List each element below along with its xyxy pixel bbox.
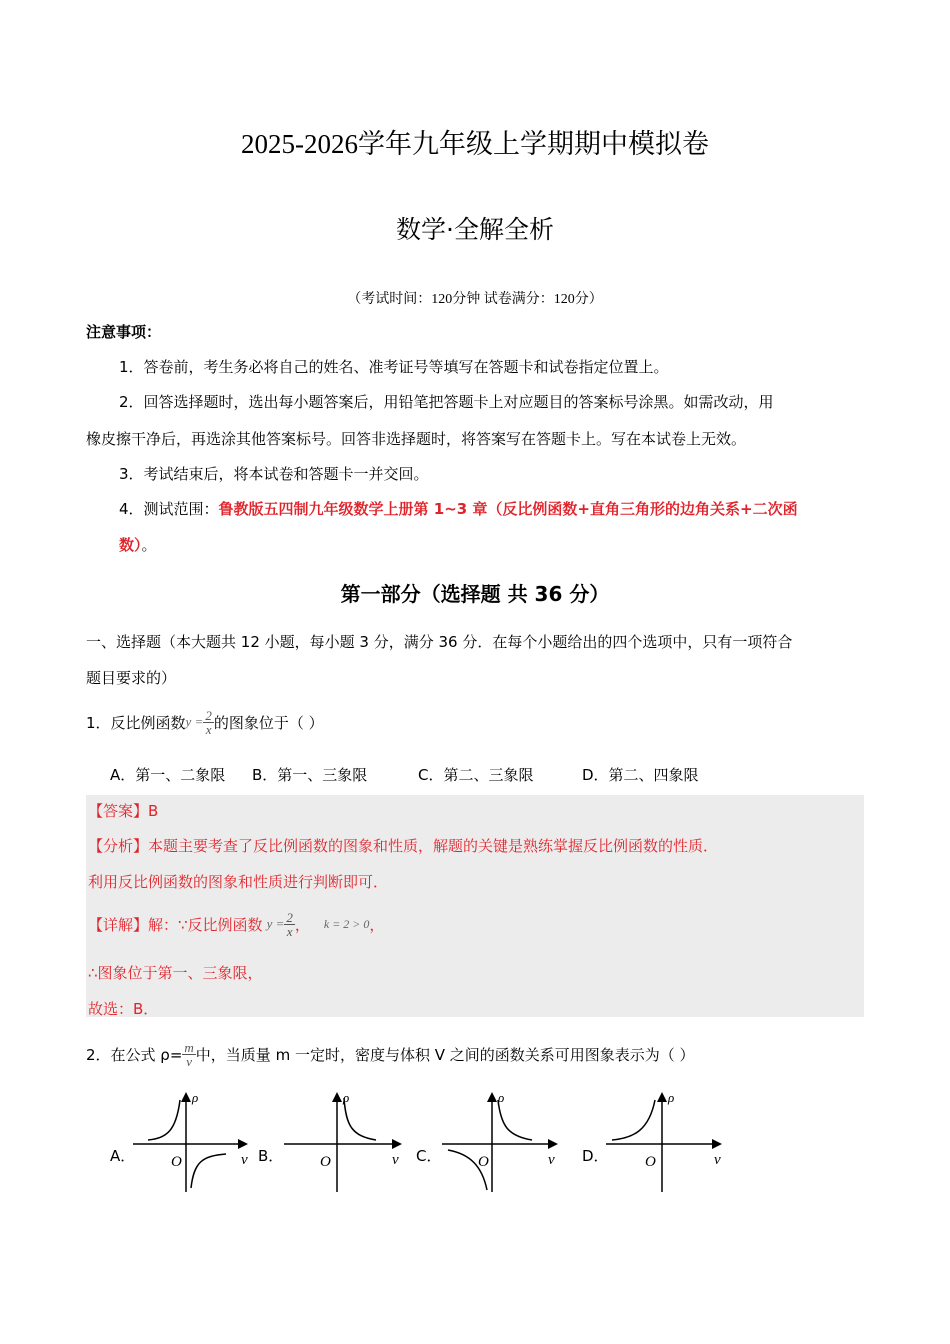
q2-label-c: C．	[416, 1147, 442, 1165]
q1-option-a: A．第一、二象限	[110, 766, 226, 784]
detail-tag: 【详解】	[88, 915, 149, 934]
x-arrow-icon	[392, 1139, 402, 1149]
exam-meta: （考试时间：120分钟 试卷满分：120分）	[347, 292, 603, 307]
q2-suffix: 中，当质量 m 一定时，密度与体积 V 之间的函数关系可用图象表示为（ ）	[195, 1045, 695, 1064]
axis-x-label: v	[241, 1152, 248, 1168]
y-arrow-icon	[181, 1092, 191, 1102]
y-arrow-icon	[332, 1092, 342, 1102]
y-arrow-icon	[487, 1092, 497, 1102]
answer-value: B	[148, 802, 159, 820]
x-arrow-icon	[238, 1139, 248, 1149]
q1-detail	[88, 903, 384, 945]
curve-branch	[498, 1100, 532, 1140]
q2-label-b: B．	[258, 1147, 284, 1165]
note-2-line2: 橡皮擦干净后，再选涂其他答案标号。回答非选择题时，将答案写在答题卡上。写在本试卷上无效。	[86, 430, 747, 448]
page-title: 2025-2026学年九年级上学期期中模拟卷	[241, 129, 709, 159]
axis-y-label: ρ	[668, 1090, 675, 1105]
note-4-suffix: 。	[141, 536, 157, 554]
q1-answer	[88, 800, 158, 821]
curve-branch	[612, 1100, 655, 1140]
axis-y-label: ρ	[498, 1090, 505, 1105]
q1-analysis-line2: 利用反比例函数的图象和性质进行判断即可．	[88, 873, 389, 891]
origin-label: O	[171, 1154, 182, 1170]
origin-label: O	[645, 1154, 656, 1170]
q1-conclusion: ∴图象位于第一、三象限，	[88, 964, 263, 982]
q1-suffix: 的图象位于（ ）	[213, 713, 324, 732]
q1-formula-lhs: y =	[185, 714, 204, 729]
curve-branch	[148, 1100, 180, 1140]
q2-graph-d	[604, 1082, 729, 1194]
detail-k: k = 2 > 0	[323, 916, 370, 931]
answer-tag: 【答案】	[88, 802, 149, 820]
q1-analysis-line1	[88, 835, 718, 856]
q1-option-c: C．第二、三象限	[418, 766, 534, 784]
detail-formula-lhs: y =	[266, 916, 285, 931]
axis-x-label: v	[548, 1152, 555, 1168]
detail-sep: ，	[294, 915, 310, 934]
section-title: 第一部分（选择题 共 36 分）	[340, 582, 610, 606]
analysis-tag: 【分析】	[88, 837, 149, 855]
origin-label: O	[320, 1154, 331, 1170]
q1-choose: 故选：B．	[88, 1000, 159, 1018]
detail-formula-den: x	[286, 923, 293, 939]
note-1: 1．答卷前，考生务必将自己的姓名、准考证号等填写在答题卡和试卷指定位置上。	[119, 358, 669, 376]
q1-formula-fraction	[203, 709, 214, 736]
q2-prefix: 2．在公式 ρ=	[86, 1045, 183, 1064]
analysis-text: 本题主要考查了反比例函数的图象和性质，解题的关键是熟练掌握反比例函数的性质．	[148, 837, 719, 855]
q1-option-b: B．第一、三象限	[252, 766, 368, 784]
page-subtitle: 数学·全解全析	[396, 215, 554, 244]
x-arrow-icon	[548, 1139, 558, 1149]
q1-formula-num: 2	[205, 707, 212, 723]
note-4-prefix: 4．测试范围：	[119, 500, 219, 518]
q1-formula-den: x	[205, 721, 212, 737]
q2-formula-fraction	[182, 1041, 195, 1068]
axis-x-label: v	[392, 1152, 399, 1168]
q2-graph-c	[440, 1082, 565, 1194]
detail-end: ，	[369, 915, 385, 934]
origin-label: O	[478, 1154, 489, 1170]
note-4-range: 鲁教版五四制九年级数学上册第 1~3 章（反比例函数+直角三角形的边角关系+二次函	[218, 500, 798, 518]
axis-y-label: ρ	[192, 1090, 199, 1105]
q1-stem	[86, 702, 324, 742]
notes-heading: 注意事项：	[86, 323, 162, 341]
section-desc-line1: 一、选择题（本大题共 12 小题，每小题 3 分，满分 36 分．在每个小题给出的四个选项中，只有一项符合	[86, 633, 793, 651]
q1-prefix: 1．反比例函数	[86, 713, 186, 732]
q2-label-d: D．	[582, 1147, 609, 1165]
q2-graph-b	[282, 1082, 407, 1194]
note-2-line1: 2．回答选择题时，选出每小题答案后，用铅笔把答题卡上对应题目的答案标号涂黑。如需改动，用	[119, 393, 774, 411]
x-arrow-icon	[712, 1139, 722, 1149]
detail-prefix: 解：∵反比例函数	[148, 915, 263, 934]
axis-y-label: ρ	[343, 1090, 350, 1105]
q2-stem	[86, 1034, 695, 1074]
section-desc-line2: 题目要求的）	[86, 669, 177, 687]
axis-x-label: v	[714, 1152, 721, 1168]
curve-branch	[191, 1154, 226, 1188]
y-arrow-icon	[657, 1092, 667, 1102]
detail-formula-fraction	[284, 911, 295, 938]
note-4-line1	[119, 498, 798, 519]
note-3: 3．考试结束后，将本试卷和答题卡一并交回。	[119, 465, 429, 483]
q2-formula-num: m	[184, 1039, 194, 1055]
note-4-line2	[119, 534, 157, 555]
note-4-range-end: 数）	[119, 536, 142, 554]
q2-formula-den: v	[186, 1053, 192, 1069]
q2-graph-a	[128, 1082, 253, 1194]
detail-formula-num: 2	[286, 909, 293, 925]
q2-label-a: A．	[110, 1147, 136, 1165]
q1-option-d: D．第二、四象限	[582, 766, 699, 784]
